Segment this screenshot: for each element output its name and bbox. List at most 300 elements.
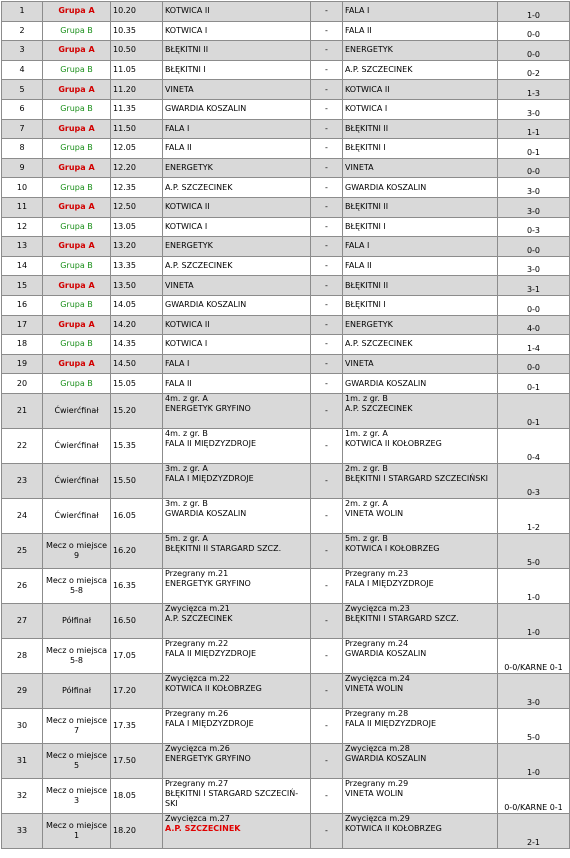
- away-team: [343, 674, 498, 709]
- versus-separator: -: [311, 464, 343, 499]
- group-label: Grupa B: [43, 22, 111, 42]
- away-team-seed: Zwycięzca m.24: [345, 673, 410, 683]
- match-time: 14.20: [111, 316, 163, 336]
- away-team: [343, 604, 498, 639]
- group-label: Grupa A: [43, 120, 111, 140]
- match-time: 12.50: [111, 198, 163, 218]
- away-team-name: KOTWICA II KOŁOBRZEG: [345, 438, 442, 448]
- home-team: [163, 464, 311, 499]
- away-team-seed: Przegrany m.23: [345, 568, 409, 578]
- away-team-name: FALA II MIĘDZYZDROJE: [345, 718, 437, 728]
- home-team-name: GWARDIA KOSZALIN: [165, 508, 247, 518]
- home-team: [163, 639, 311, 674]
- versus-separator: -: [311, 257, 343, 277]
- home-team-name: ENERGETYK GRYFINO: [165, 578, 251, 588]
- match-number: 8: [2, 139, 43, 159]
- match-row: [2, 100, 570, 120]
- versus-separator: -: [311, 316, 343, 336]
- versus-separator: -: [311, 237, 343, 257]
- away-team: KOTWICA II: [343, 80, 498, 100]
- match-row: [2, 316, 570, 336]
- home-team-seed: Przegrany m.22: [165, 638, 229, 648]
- stage-label-line: Mecz o miejsce: [45, 715, 108, 725]
- home-team: ENERGETYK: [163, 237, 311, 257]
- away-team: [343, 814, 498, 849]
- group-label: Grupa A: [43, 80, 111, 100]
- stage-label-line: 3: [73, 795, 80, 805]
- away-team-seed: Przegrany m.24: [345, 638, 409, 648]
- away-team-name: VINETA WOLIN: [345, 508, 404, 518]
- home-team-name: FALA II MIĘDZYZDROJE: [165, 648, 257, 658]
- match-number: 19: [2, 355, 43, 375]
- away-team: KOTWICA I: [343, 100, 498, 120]
- versus-separator: -: [311, 276, 343, 296]
- match-score: 0-1: [498, 374, 570, 394]
- stage-label: [43, 394, 111, 429]
- match-score: 3-0: [498, 198, 570, 218]
- away-team-seed: 1m. z gr. A: [345, 428, 388, 438]
- home-team: [163, 709, 311, 744]
- home-team: GWARDIA KOSZALIN: [163, 100, 311, 120]
- match-time: 15.05: [111, 374, 163, 394]
- home-team: VINETA: [163, 80, 311, 100]
- home-team: KOTWICA I: [163, 22, 311, 42]
- stage-label: [43, 534, 111, 569]
- away-team: A.P. SZCZECINEK: [343, 61, 498, 81]
- match-row: [2, 604, 570, 639]
- match-row: [2, 80, 570, 100]
- match-row: [2, 120, 570, 140]
- match-time: 17.05: [111, 639, 163, 674]
- group-label: Grupa A: [43, 276, 111, 296]
- group-label: Grupa B: [43, 374, 111, 394]
- home-team: [163, 674, 311, 709]
- match-time: 18.05: [111, 779, 163, 814]
- match-row: [2, 814, 570, 849]
- home-team: [163, 814, 311, 849]
- away-team: VINETA: [343, 159, 498, 179]
- stage-label-line: Ćwierćfinał: [54, 405, 99, 415]
- stage-label-line: Mecz o miejsce: [45, 540, 108, 550]
- home-team-seed: 5m. z gr. A: [165, 533, 208, 543]
- stage-label: [43, 779, 111, 814]
- away-team-name: BŁĘKITNI I STARGARD SZCZ.: [345, 613, 459, 623]
- home-team: A.P. SZCZECINEK: [163, 257, 311, 277]
- versus-separator: -: [311, 394, 343, 429]
- versus-separator: -: [311, 569, 343, 604]
- match-score: 0-4: [498, 429, 570, 464]
- home-team-name: BŁĘKITNI I STARGARD SZCZECIŃ-: [165, 788, 299, 798]
- match-score: 0-0: [498, 41, 570, 61]
- home-team-seed: 4m. z gr. B: [165, 428, 208, 438]
- match-number: 2: [2, 22, 43, 42]
- home-team: KOTWICA I: [163, 218, 311, 238]
- stage-label: [43, 604, 111, 639]
- match-row: [2, 374, 570, 394]
- home-team: [163, 499, 311, 534]
- match-number: 29: [2, 674, 43, 709]
- away-team-name: KOTWICA I KOŁOBRZEG: [345, 543, 440, 553]
- group-label: Grupa A: [43, 2, 111, 22]
- match-schedule-body: [2, 2, 570, 849]
- away-team-seed: 1m. z gr. B: [345, 393, 388, 403]
- stage-label: [43, 499, 111, 534]
- versus-separator: -: [311, 744, 343, 779]
- home-team: FALA II: [163, 139, 311, 159]
- match-score: 1-0: [498, 2, 570, 22]
- stage-label-line: 5-8: [69, 655, 84, 665]
- home-team: [163, 394, 311, 429]
- away-team-name: BŁĘKITNI I STARGARD SZCZECIŃSKI: [345, 473, 488, 483]
- match-score: 3-0: [498, 100, 570, 120]
- stage-label: [43, 639, 111, 674]
- match-score: 0-3: [498, 464, 570, 499]
- match-row: [2, 41, 570, 61]
- home-team: VINETA: [163, 276, 311, 296]
- away-team: FALA II: [343, 257, 498, 277]
- match-time: 18.20: [111, 814, 163, 849]
- away-team: BŁĘKITNI I: [343, 296, 498, 316]
- match-row: [2, 178, 570, 198]
- match-time: 15.20: [111, 394, 163, 429]
- stage-label-line: 1: [73, 830, 80, 840]
- versus-separator: -: [311, 534, 343, 569]
- away-team: ENERGETYK: [343, 41, 498, 61]
- match-row: [2, 429, 570, 464]
- versus-separator: -: [311, 22, 343, 42]
- group-label: Grupa A: [43, 41, 111, 61]
- match-number: 24: [2, 499, 43, 534]
- group-label: Grupa A: [43, 198, 111, 218]
- home-team-name: ENERGETYK GRYFINO: [165, 403, 251, 413]
- home-team: [163, 429, 311, 464]
- away-team-seed: Zwycięzca m.29: [345, 813, 410, 823]
- match-number: 21: [2, 394, 43, 429]
- match-score: 0-0: [498, 296, 570, 316]
- versus-separator: -: [311, 139, 343, 159]
- match-number: 32: [2, 779, 43, 814]
- home-team: FALA II: [163, 374, 311, 394]
- stage-label: [43, 744, 111, 779]
- home-team: ENERGETYK: [163, 159, 311, 179]
- away-team: [343, 779, 498, 814]
- versus-separator: -: [311, 335, 343, 355]
- match-row: [2, 237, 570, 257]
- match-row: [2, 335, 570, 355]
- versus-separator: -: [311, 355, 343, 375]
- match-time: 16.35: [111, 569, 163, 604]
- match-row: [2, 569, 570, 604]
- match-number: 33: [2, 814, 43, 849]
- match-row: [2, 779, 570, 814]
- stage-label: [43, 709, 111, 744]
- versus-separator: -: [311, 2, 343, 22]
- home-team-seed: Zwycięzca m.22: [165, 673, 230, 683]
- match-score: 0-0/KARNE 0-1: [498, 639, 570, 674]
- group-label: Grupa B: [43, 296, 111, 316]
- group-label: Grupa B: [43, 100, 111, 120]
- match-time: 17.50: [111, 744, 163, 779]
- match-score: 0-0: [498, 22, 570, 42]
- versus-separator: -: [311, 429, 343, 464]
- home-team: BŁĘKITNI I: [163, 61, 311, 81]
- stage-label: [43, 464, 111, 499]
- home-team: KOTWICA II: [163, 2, 311, 22]
- stage-label-line: Mecz o miejsce: [45, 750, 108, 760]
- match-score: 0-2: [498, 61, 570, 81]
- match-time: 15.50: [111, 464, 163, 499]
- match-score: 0-1: [498, 139, 570, 159]
- match-row: [2, 464, 570, 499]
- home-team-name: A.P. SZCZECINEK: [165, 823, 241, 833]
- match-score: 5-0: [498, 709, 570, 744]
- home-team-name: FALA II MIĘDZYZDROJE: [165, 438, 257, 448]
- match-row: [2, 639, 570, 674]
- home-team-seed: 4m. z gr. A: [165, 393, 208, 403]
- versus-separator: -: [311, 120, 343, 140]
- stage-label-line: Półfinał: [62, 615, 91, 625]
- match-row: [2, 159, 570, 179]
- home-team-seed: 3m. z gr. A: [165, 463, 208, 473]
- match-time: 12.05: [111, 139, 163, 159]
- stage-label-line: 5-8: [69, 585, 84, 595]
- home-team-name: ENERGETYK GRYFINO: [165, 753, 251, 763]
- match-score: 0-0: [498, 159, 570, 179]
- away-team: [343, 569, 498, 604]
- home-team: [163, 744, 311, 779]
- match-number: 3: [2, 41, 43, 61]
- home-team: [163, 604, 311, 639]
- stage-label: [43, 674, 111, 709]
- match-score: 1-3: [498, 80, 570, 100]
- match-time: 11.35: [111, 100, 163, 120]
- match-schedule-table: [1, 1, 570, 849]
- match-number: 20: [2, 374, 43, 394]
- versus-separator: -: [311, 779, 343, 814]
- away-team: [343, 534, 498, 569]
- away-team-seed: 2m. z gr. B: [345, 463, 388, 473]
- match-number: 31: [2, 744, 43, 779]
- group-label: Grupa B: [43, 335, 111, 355]
- match-number: 1: [2, 2, 43, 22]
- away-team-name: VINETA WOLIN: [345, 788, 404, 798]
- away-team: BŁĘKITNI I: [343, 139, 498, 159]
- match-score: 3-0: [498, 674, 570, 709]
- away-team-name: A.P. SZCZECINEK: [345, 403, 413, 413]
- match-time: 13.20: [111, 237, 163, 257]
- match-time: 11.50: [111, 120, 163, 140]
- versus-separator: -: [311, 41, 343, 61]
- versus-separator: -: [311, 296, 343, 316]
- away-team-seed: 5m. z gr. B: [345, 533, 388, 543]
- match-row: [2, 2, 570, 22]
- match-time: 11.05: [111, 61, 163, 81]
- home-team-seed: Przegrany m.27: [165, 778, 229, 788]
- match-score: 0-0: [498, 237, 570, 257]
- match-score: 5-0: [498, 534, 570, 569]
- away-team-seed: 2m. z gr. A: [345, 498, 388, 508]
- stage-label-line: 7: [73, 725, 80, 735]
- group-label: Grupa B: [43, 257, 111, 277]
- match-time: 10.50: [111, 41, 163, 61]
- away-team: BŁĘKITNI II: [343, 276, 498, 296]
- match-number: 7: [2, 120, 43, 140]
- home-team-name: BŁĘKITNI II STARGARD SZCZ.: [165, 543, 282, 553]
- match-row: [2, 139, 570, 159]
- match-row: [2, 198, 570, 218]
- home-team: FALA I: [163, 355, 311, 375]
- away-team: BŁĘKITNI II: [343, 198, 498, 218]
- match-time: 13.50: [111, 276, 163, 296]
- match-time: 13.35: [111, 257, 163, 277]
- match-row: [2, 218, 570, 238]
- match-number: 14: [2, 257, 43, 277]
- match-score: 1-2: [498, 499, 570, 534]
- home-team-seed: Zwycięzca m.27: [165, 813, 230, 823]
- away-team-seed: Zwycięzca m.23: [345, 603, 410, 613]
- home-team-name: FALA I MIĘDZYZDROJE: [165, 473, 254, 483]
- versus-separator: -: [311, 61, 343, 81]
- versus-separator: -: [311, 814, 343, 849]
- match-time: 14.35: [111, 335, 163, 355]
- match-row: [2, 61, 570, 81]
- match-row: [2, 744, 570, 779]
- stage-label: [43, 814, 111, 849]
- away-team: [343, 499, 498, 534]
- home-team: KOTWICA I: [163, 335, 311, 355]
- match-row: [2, 534, 570, 569]
- match-row: [2, 499, 570, 534]
- match-time: 14.50: [111, 355, 163, 375]
- match-time: 16.20: [111, 534, 163, 569]
- versus-separator: -: [311, 604, 343, 639]
- stage-label-line: Ćwierćfinał: [54, 510, 99, 520]
- stage-label-line: Półfinał: [62, 685, 91, 695]
- versus-separator: -: [311, 178, 343, 198]
- stage-label-line: Ćwierćfinał: [54, 440, 99, 450]
- match-number: 18: [2, 335, 43, 355]
- match-time: 10.35: [111, 22, 163, 42]
- away-team-seed: Przegrany m.28: [345, 708, 409, 718]
- away-team: [343, 394, 498, 429]
- away-team: VINETA: [343, 355, 498, 375]
- versus-separator: -: [311, 639, 343, 674]
- match-number: 27: [2, 604, 43, 639]
- away-team-name: FALA I MIĘDZYZDROJE: [345, 578, 434, 588]
- away-team: [343, 464, 498, 499]
- home-team-seed: Przegrany m.26: [165, 708, 229, 718]
- group-label: Grupa A: [43, 316, 111, 336]
- home-team-name-cont: SKI: [165, 798, 178, 808]
- match-score: 3-0: [498, 178, 570, 198]
- match-row: [2, 674, 570, 709]
- match-number: 30: [2, 709, 43, 744]
- match-time: 12.35: [111, 178, 163, 198]
- versus-separator: -: [311, 709, 343, 744]
- stage-label-line: Mecz o miejsca: [45, 645, 108, 655]
- group-label: Grupa A: [43, 237, 111, 257]
- home-team: KOTWICA II: [163, 316, 311, 336]
- match-number: 6: [2, 100, 43, 120]
- match-row: [2, 394, 570, 429]
- group-label: Grupa B: [43, 139, 111, 159]
- versus-separator: -: [311, 674, 343, 709]
- home-team: [163, 534, 311, 569]
- match-row: [2, 276, 570, 296]
- group-label: Grupa A: [43, 159, 111, 179]
- match-number: 26: [2, 569, 43, 604]
- away-team: FALA I: [343, 2, 498, 22]
- away-team: A.P. SZCZECINEK: [343, 335, 498, 355]
- home-team-name: KOTWICA II KOŁOBRZEG: [165, 683, 262, 693]
- match-score: 0-1: [498, 394, 570, 429]
- versus-separator: -: [311, 198, 343, 218]
- match-time: 17.35: [111, 709, 163, 744]
- match-score: 1-1: [498, 120, 570, 140]
- match-score: 1-0: [498, 604, 570, 639]
- match-number: 12: [2, 218, 43, 238]
- away-team: [343, 429, 498, 464]
- versus-separator: -: [311, 100, 343, 120]
- match-number: 28: [2, 639, 43, 674]
- versus-separator: -: [311, 159, 343, 179]
- match-score: 1-4: [498, 335, 570, 355]
- stage-label-line: 5: [73, 760, 80, 770]
- match-score: 4-0: [498, 316, 570, 336]
- away-team-name: GWARDIA KOSZALIN: [345, 753, 427, 763]
- stage-label: [43, 429, 111, 464]
- home-team-seed: Przegrany m.21: [165, 568, 229, 578]
- away-team: FALA I: [343, 237, 498, 257]
- match-score: 0-0/KARNE 0-1: [498, 779, 570, 814]
- match-number: 4: [2, 61, 43, 81]
- home-team: GWARDIA KOSZALIN: [163, 296, 311, 316]
- home-team: BŁĘKITNI II: [163, 41, 311, 61]
- home-team-seed: 3m. z gr. B: [165, 498, 208, 508]
- match-time: 13.05: [111, 218, 163, 238]
- match-score: 2-1: [498, 814, 570, 849]
- match-number: 11: [2, 198, 43, 218]
- match-row: [2, 709, 570, 744]
- away-team: FALA II: [343, 22, 498, 42]
- match-time: 12.20: [111, 159, 163, 179]
- match-number: 9: [2, 159, 43, 179]
- stage-label-line: Mecz o miejsca: [45, 575, 108, 585]
- match-row: [2, 22, 570, 42]
- stage-label-line: Mecz o miejsce: [45, 785, 108, 795]
- match-number: 10: [2, 178, 43, 198]
- home-team-name: FALA I MIĘDZYZDROJE: [165, 718, 254, 728]
- versus-separator: -: [311, 80, 343, 100]
- versus-separator: -: [311, 218, 343, 238]
- home-team: FALA I: [163, 120, 311, 140]
- match-time: 14.05: [111, 296, 163, 316]
- match-number: 22: [2, 429, 43, 464]
- match-time: 16.05: [111, 499, 163, 534]
- away-team: BŁĘKITNI II: [343, 120, 498, 140]
- match-score: 1-0: [498, 569, 570, 604]
- match-time: 11.20: [111, 80, 163, 100]
- match-number: 13: [2, 237, 43, 257]
- match-number: 17: [2, 316, 43, 336]
- away-team: [343, 744, 498, 779]
- group-label: Grupa A: [43, 355, 111, 375]
- away-team: GWARDIA KOSZALIN: [343, 374, 498, 394]
- away-team: [343, 639, 498, 674]
- home-team: [163, 779, 311, 814]
- match-number: 23: [2, 464, 43, 499]
- versus-separator: -: [311, 499, 343, 534]
